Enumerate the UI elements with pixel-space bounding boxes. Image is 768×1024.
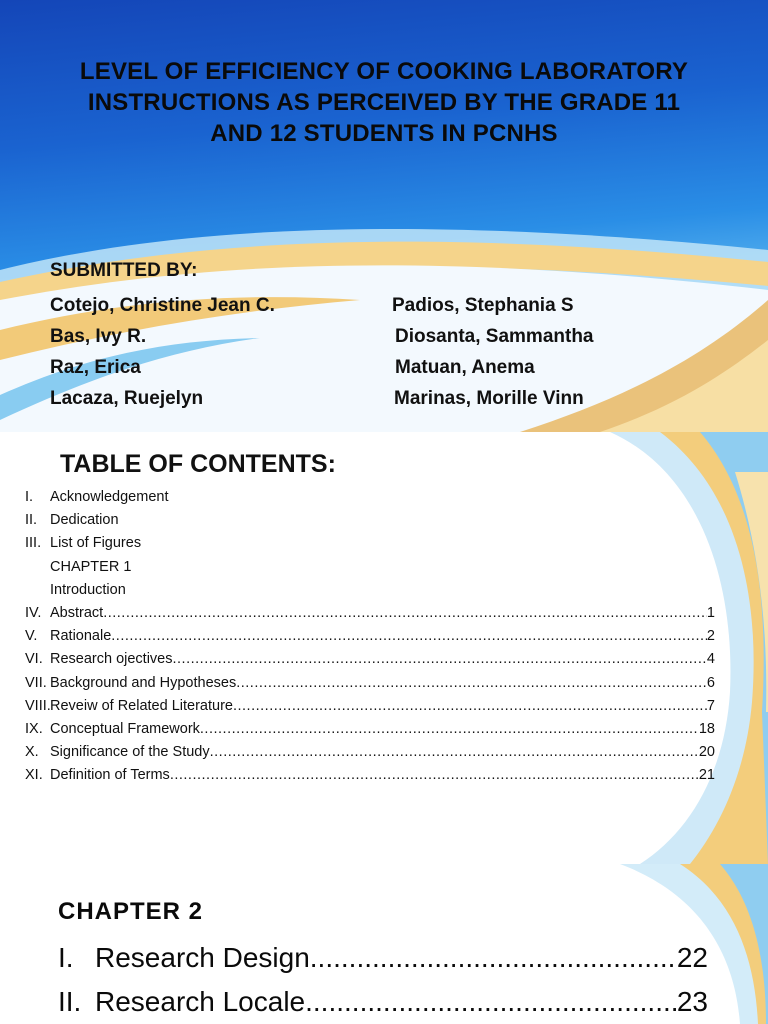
toc-number: I. [25, 489, 34, 505]
toc-number: VI. [25, 651, 43, 668]
toc-row [25, 672, 715, 695]
title-slide [0, 0, 768, 432]
toc-leader-dots [103, 602, 707, 625]
author-name: Lacaza, Ruejelyn [50, 388, 204, 409]
toc-label: Significance of the Study [50, 744, 210, 761]
toc-row [25, 718, 715, 741]
toc-page-number: 7 [706, 697, 715, 714]
authors-left-column [50, 290, 275, 414]
toc-row [25, 741, 715, 764]
toc-label: Reveiw of Related Literature [50, 697, 233, 714]
toc-leader-dots [173, 648, 707, 671]
toc-heading: TABLE OF CONTENTS: [60, 450, 336, 478]
toc-label: Background and Hypotheses [50, 674, 237, 691]
toc-row [25, 532, 715, 555]
toc-leader-dots [111, 625, 707, 648]
toc-label: Definition of Terms [50, 767, 170, 784]
toc-page-number: 1 [706, 604, 715, 621]
toc-leader-dots [170, 764, 699, 787]
toc-label: Dedication [50, 512, 119, 529]
chapter-2-heading: CHAPTER 2 [58, 898, 204, 925]
toc-label: List of Figures [50, 535, 142, 552]
toc-page-number: 23 [676, 986, 708, 1017]
toc-list [25, 486, 715, 787]
toc-page-number: 20 [698, 744, 715, 761]
toc-row [25, 625, 715, 648]
toc-page-number: 18 [698, 720, 715, 737]
toc-number: II. [58, 986, 82, 1017]
toc-label: Rationale [50, 628, 112, 645]
toc-number: IX. [25, 720, 43, 737]
toc-label: Introduction [50, 581, 126, 598]
toc-number [25, 556, 50, 579]
toc-row [25, 695, 715, 718]
toc-label: Acknowledgement [50, 489, 169, 505]
submitted-by-label: SUBMITTED BY: [50, 260, 198, 281]
toc-label: Abstract [50, 604, 104, 621]
toc-number: I. [58, 942, 74, 973]
toc-number: II. [25, 512, 38, 529]
toc-number: XI. [25, 767, 43, 784]
toc-number: III. [25, 535, 42, 552]
toc-label: Conceptual Framework [50, 720, 200, 737]
toc-leader-dots [236, 672, 707, 695]
author-name: Marinas, Morille Vinn [394, 388, 584, 409]
toc-leader-dots [210, 741, 699, 764]
author-name: Cotejo, Christine Jean C. [50, 295, 275, 316]
toc-label: CHAPTER 1 [50, 558, 132, 575]
toc-page-number: 6 [706, 674, 715, 691]
title-line: AND 12 STUDENTS IN PCNHS [210, 120, 558, 147]
toc-number: V. [25, 628, 38, 645]
toc-leader-dots [233, 695, 707, 718]
toc-number: VIII. [25, 697, 51, 714]
toc-page-number: 21 [698, 767, 715, 784]
toc-row [58, 980, 708, 1024]
toc-leader-dots [200, 718, 699, 741]
toc-number: IV. [25, 604, 42, 621]
title-line: LEVEL OF EFFICIENCY OF COOKING LABORATORY [79, 58, 689, 85]
author-name: Matuan, Anema [395, 357, 535, 378]
toc-page-number: 22 [676, 942, 708, 973]
author-name: Padios, Stephania S [392, 295, 574, 316]
toc-number: X. [25, 744, 39, 761]
toc-label: Research Locale [95, 986, 306, 1017]
toc-leader-dots [305, 980, 677, 1024]
toc-row [25, 579, 715, 602]
toc-page-number: 2 [706, 628, 715, 645]
author-name: Bas, Ivy R. [50, 326, 147, 347]
toc-row [25, 486, 715, 509]
toc-row [25, 556, 715, 579]
table-of-contents-slide [0, 432, 768, 864]
presentation-title [0, 56, 768, 149]
chapter-2-slide [0, 864, 768, 1024]
authors-right-column [392, 290, 594, 414]
author-name: Diosanta, Sammantha [395, 326, 594, 347]
author-name: Raz, Erica [50, 357, 141, 378]
toc-label: Research Design [95, 942, 310, 973]
title-line: INSTRUCTIONS AS PERCEIVED BY THE GRADE 11 [87, 89, 681, 116]
toc-row [25, 648, 715, 671]
toc-row [25, 509, 715, 532]
toc-row [25, 764, 715, 787]
toc-label: Research ojectives [50, 651, 173, 668]
toc-number: VII. [25, 674, 47, 691]
chapter-2-list [58, 936, 708, 1024]
toc-page-number: 4 [706, 651, 715, 668]
toc-leader-dots [310, 936, 677, 980]
toc-row [58, 936, 708, 980]
toc-row [25, 602, 715, 625]
toc-number [25, 579, 50, 602]
